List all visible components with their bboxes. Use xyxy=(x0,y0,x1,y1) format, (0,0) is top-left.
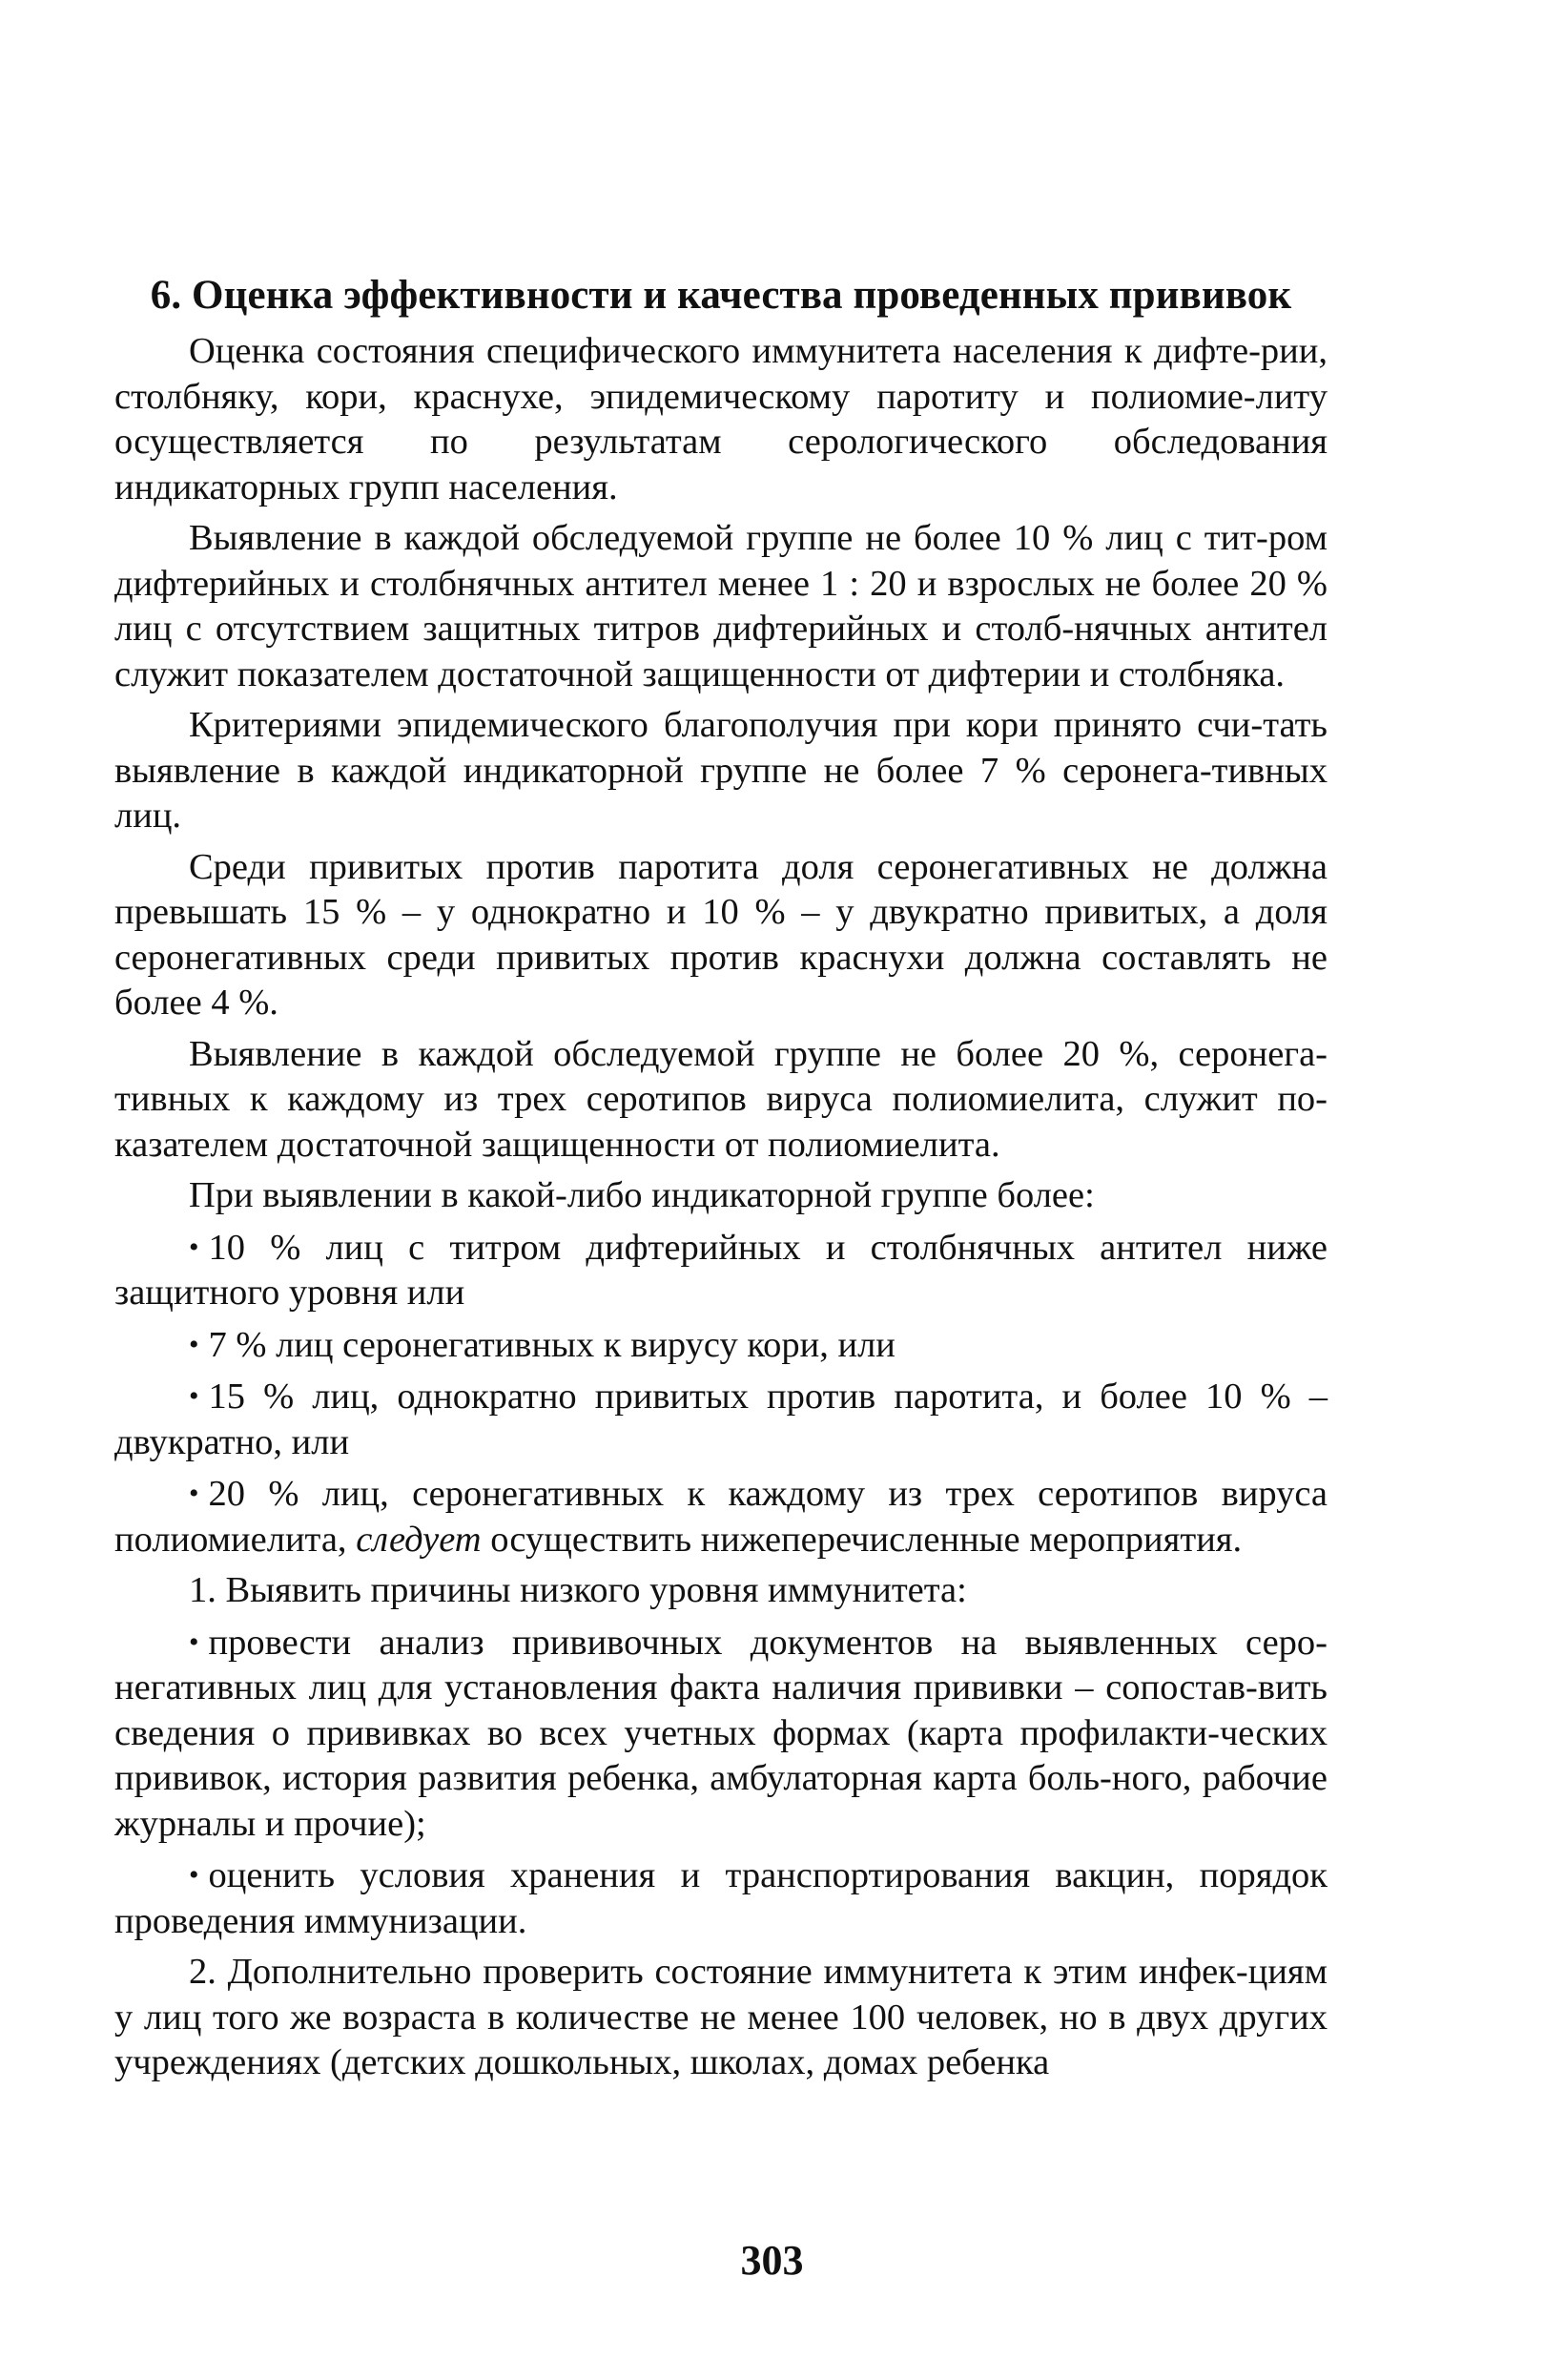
bullet-icon: • xyxy=(189,1380,199,1412)
bullet-icon: • xyxy=(189,1625,199,1658)
page-number: 303 xyxy=(740,2237,804,2284)
bullet-item xyxy=(114,1620,1328,1848)
bullet-item xyxy=(114,1471,1328,1563)
bullet-text: 15 % лиц, однократно привитых против паротита, и более 10 % – двукратно, или xyxy=(114,1376,1328,1462)
bullet-item xyxy=(114,1225,1328,1316)
paragraph: Критериями эпидемического благополучия при кори принято счи-тать выявление в каждой индикаторной группе не более 7 % серонега-тивных лиц. xyxy=(114,705,1328,836)
paragraph: Выявление в каждой обследуемой группе не более 20 %, серонега-тивных к каждому из трех серотипов вируса полиомиелита, служит по-казателем достаточной защищенности от полиомиелита. xyxy=(114,1033,1328,1165)
bullet-icon: • xyxy=(189,1328,199,1360)
bullet-text: 7 % лиц серонегативных к вирусу кори, или xyxy=(208,1324,896,1365)
section-heading: 6. Оценка эффективности и качества проведенных прививок xyxy=(150,273,1292,318)
bullet-text: 20 % лиц, серонегативных к каждому из трех серотипов вируса полиомиелита, xyxy=(114,1474,1328,1560)
bullet-icon: • xyxy=(189,1478,199,1509)
paragraph: Среди привитых против паротита доля серонегативных не должна превышать 15 % – у однократно и 10 % – у двукратно привитых, а доля серонегативных среди привитых против краснухи должна составлять не более 4 %. xyxy=(114,846,1328,1023)
step-heading: 1. Выявить причины низкого уровня иммунитета: xyxy=(189,1570,967,1610)
bullet-item xyxy=(114,1374,1328,1465)
paragraph: Оценка состояния специфического иммунитета населения к дифте-рии, столбняку, кори, краснухе, эпидемическому паротиту и полиомие-литу осуществляется по результатам серологического обследования индикаторных групп населения. xyxy=(114,331,1328,507)
bullet-text: провести анализ прививочных документов на выявленных серо-негативных лиц для установления факта наличия прививки – сопостав-вить сведения о прививках во всех учетных формах (карта профилакти-ческих прививок, история развития ребенка, амбулаторная карта боль-ного, рабочие журналы и прочие); xyxy=(114,1622,1328,1844)
bullet-icon: • xyxy=(189,1859,199,1891)
paragraph: Выявление в каждой обследуемой группе не более 10 % лиц с тит-ром дифтерийных и столбнячных антител менее 1 : 20 и взрослых не более 20 % лиц с отсутствием защитных титров дифтерийных и столб-нячных антител служит показателем достаточной защищенности от дифтерии и столбняка. xyxy=(114,518,1328,694)
bullet-item xyxy=(114,1852,1328,1944)
document-page xyxy=(114,270,1328,2092)
bullet-icon: • xyxy=(189,1231,199,1263)
bullet-text: осуществить нижеперечисленные мероприятия. xyxy=(481,1519,1243,1560)
bullet-text: 10 % лиц с титром дифтерийных и столбнячных антител ниже защитного уровня или xyxy=(114,1227,1328,1313)
bullet-text: оценить условия хранения и транспортирования вакцин, порядок проведения иммунизации. xyxy=(114,1855,1328,1941)
bullet-item xyxy=(114,1322,1328,1369)
paragraph: При выявлении в какой-либо индикаторной группе более: xyxy=(189,1175,1095,1215)
bullet-text-italic: следует xyxy=(356,1519,482,1560)
step-paragraph: 2. Дополнительно проверить состояние иммунитета к этим инфек-циям у лиц того же возраста в количестве не менее 100 человек, но в двух других учреждениях (детских дошкольных, школах, домах ребенка xyxy=(114,1952,1328,2082)
